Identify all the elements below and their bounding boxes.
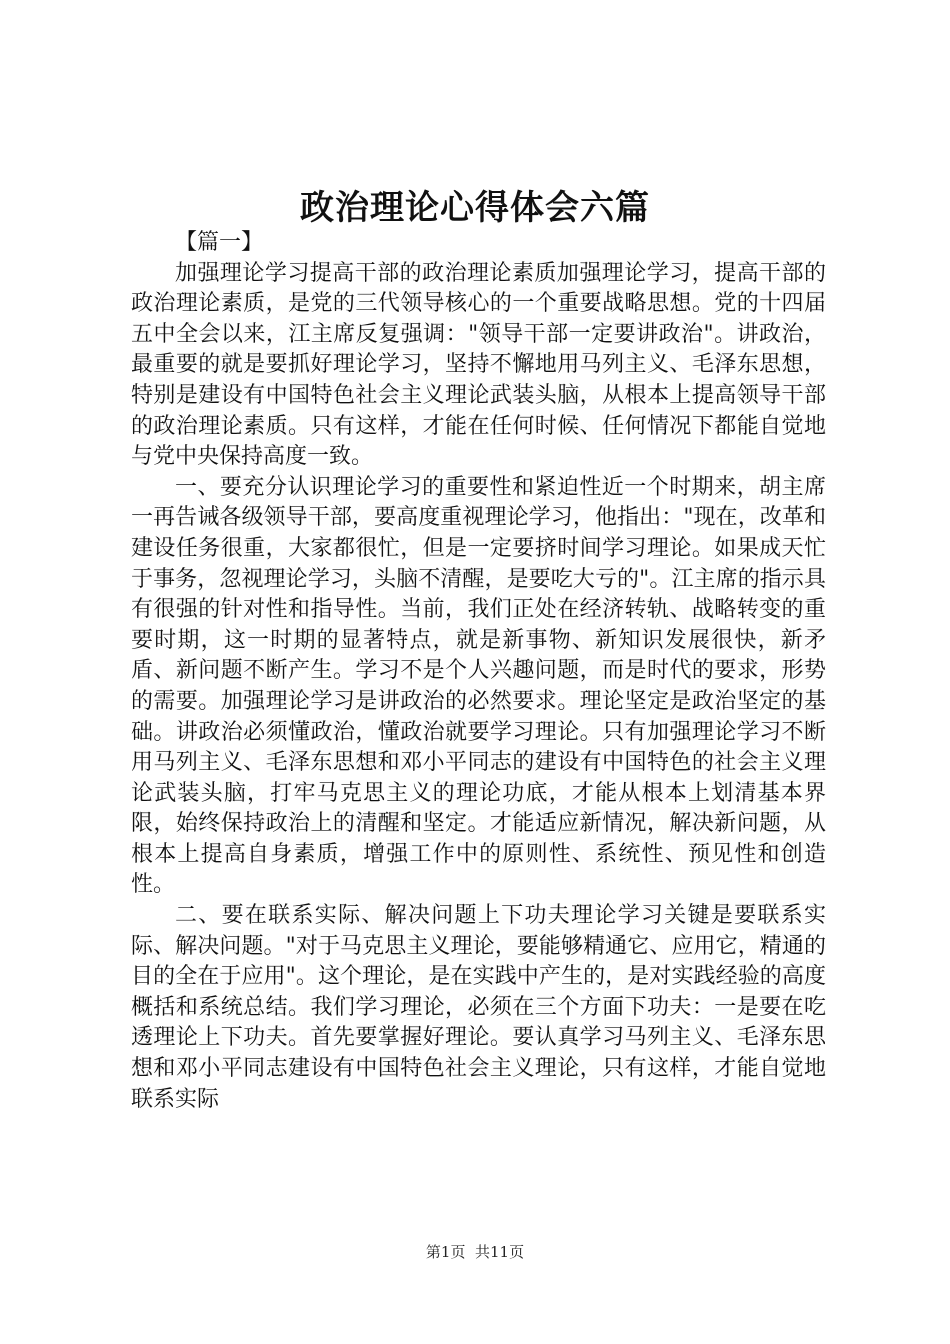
paragraph-3: 二、要在联系实际、解决问题上下功夫理论学习关键是要联系实际、解决问题。"对于马克思主义理论，要能够精通它、应用它，精通的目的全在于应用"。这个理论，是在实践中产生的，是对实践经验的高度概括和系统总结。我们学习理论，必须在三个方面下功夫：一是要在吃透理论上下功夫。首先要掌握好理论。要认真学习马列主义、毛泽东思想和邓小平同志建设有中国特色社会主义理论，只有这样，才能自觉地联系实际 bbox=[131, 903, 826, 1112]
page-number: 第1页 bbox=[425, 1243, 466, 1261]
page-footer bbox=[0, 1242, 950, 1262]
paragraph-1: 加强理论学习提高干部的政治理论素质加强理论学习，提高干部的政治理论素质，是党的三代领导核心的一个重要战略思想。党的十四届五中全会以来，江主席反复强调："领导干部一定要讲政治"。讲政治，最重要的就是要抓好理论学习，坚持不懈地用马列主义、毛泽东思想，特别是建设有中国特色社会主义理论武装头脑，从根本上提高领导干部的政治理论素质。只有这样，才能在任何时候、任何情况下都能自觉地与党中央保持高度一致。 bbox=[131, 260, 826, 470]
paragraph-2: 一、要充分认识理论学习的重要性和紧迫性近一个时期来，胡主席一再告诫各级领导干部，要高度重视理论学习，他指出："现在，改革和建设任务很重，大家都很忙，但是一定要挤时间学习理论。如果成天忙于事务，忽视理论学习，头脑不清醒，是要吃大亏的"。江主席的指示具有很强的针对性和指导性。当前，我们正处在经济转轨、战略转变的重要时期，这一时期的显著特点，就是新事物、新知识发展很快，新矛盾、新问题不断产生。学习不是个人兴趣问题，而是时代的要求，形势的需要。加强理论学习是讲政治的必然要求。理论坚定是政治坚定的基础。讲政治必须懂政治，懂政治就要学习理论。只有加强理论学习不断用马列主义、毛泽东思想和邓小平同志的建设有中国特色的社会主义理论武装头脑，打牢马克思主义的理论功底，才能从根本上划清基本界限，始终保持政治上的清醒和坚定。才能适应新情况，解决新问题，从根本上提高自身素质，增强工作中的原则性、系统性、预见性和创造性。 bbox=[131, 474, 826, 898]
section-label: 【篇一】 bbox=[175, 230, 264, 255]
page-total: 共11页 bbox=[475, 1243, 525, 1261]
document-body bbox=[131, 228, 826, 1146]
document-title: 政治理论心得体会六篇 bbox=[300, 188, 650, 228]
